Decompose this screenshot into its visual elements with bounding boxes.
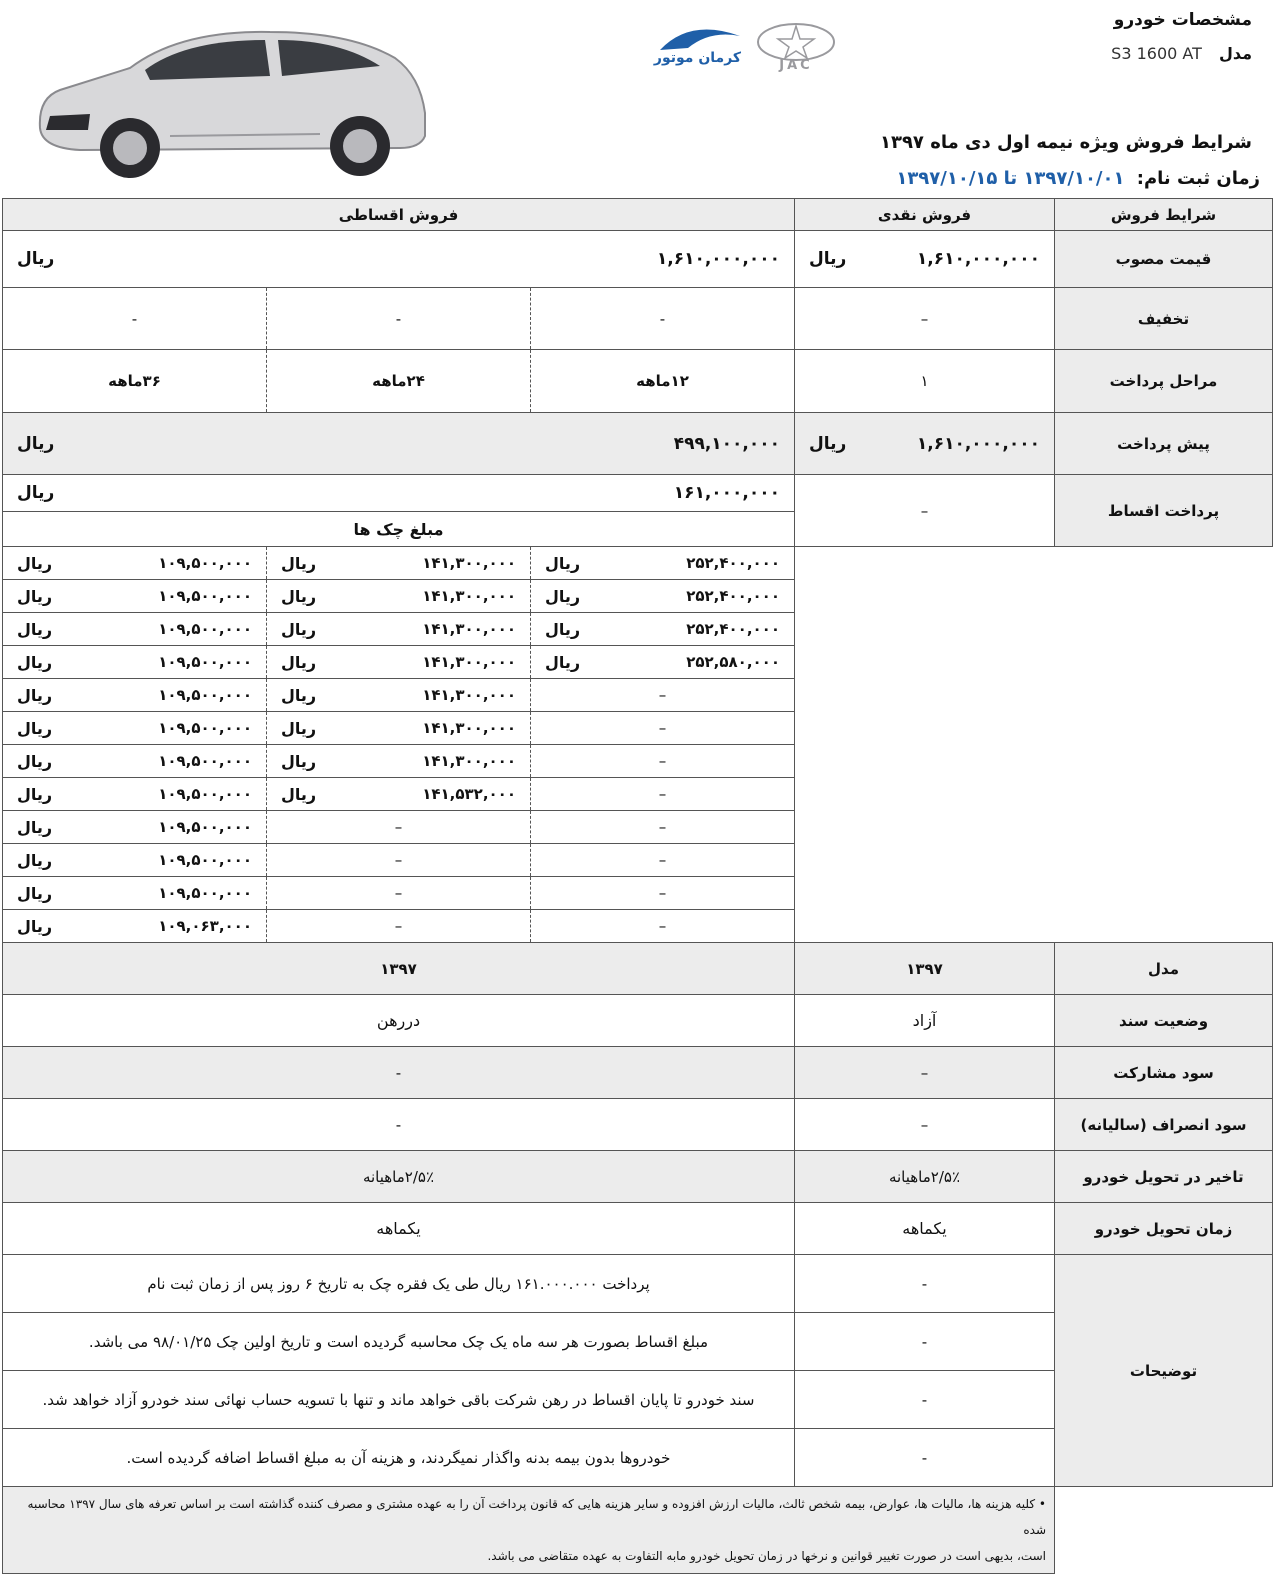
- check-36-cell: [3, 811, 267, 844]
- model-label: مدل: [1218, 44, 1252, 63]
- currency-label: ریال: [17, 751, 53, 771]
- currency-label: ریال: [17, 718, 53, 738]
- model-line: [1111, 44, 1252, 63]
- model-year-label: مدل: [1055, 943, 1273, 995]
- check-24-cell: –: [267, 811, 531, 844]
- prepayment-cash-value: ۱,۶۱۰,۰۰۰,۰۰۰: [916, 433, 1040, 454]
- check-24-cell: [267, 580, 531, 613]
- currency-label: ریال: [17, 586, 53, 606]
- footer-note: [3, 1487, 1055, 1574]
- note-2: مبلغ اقساط بصورت هر سه ماه یک چک محاسبه گردیده است و تاریخ اولین چک ۹۸/۰۱/۲۵ می باشد.: [3, 1313, 795, 1371]
- currency-label: ریال: [17, 685, 53, 705]
- currency-label: ریال: [17, 652, 53, 672]
- currency-label: ریال: [545, 619, 581, 639]
- currency-label: ریال: [545, 652, 581, 672]
- note-1-cash: -: [795, 1255, 1055, 1313]
- check-12-value: ۲۵۲,۴۰۰,۰۰۰: [686, 587, 780, 605]
- check-36-value: ۱۰۹,۵۰۰,۰۰۰: [158, 719, 252, 737]
- delivery-delay-installment: ۲/۵٪ماهیانه: [3, 1151, 795, 1203]
- currency-label: ریال: [17, 483, 55, 503]
- document-status-cash: آزاد: [795, 995, 1055, 1047]
- prepayment-label: پیش پرداخت: [1055, 413, 1273, 475]
- check-36-value: ۱۰۹,۵۰۰,۰۰۰: [158, 851, 252, 869]
- check-24-value: ۱۴۱,۵۳۲,۰۰۰: [422, 785, 516, 803]
- check-36-value: ۱۰۹,۵۰۰,۰۰۰: [158, 818, 252, 836]
- check-36-value: ۱۰۹,۵۰۰,۰۰۰: [158, 785, 252, 803]
- check-12-cell: –: [531, 910, 795, 943]
- check-36-cell: [3, 646, 267, 679]
- check-12-cell: [531, 580, 795, 613]
- check-36-cell: [3, 778, 267, 811]
- check-24-value: ۱۴۱,۳۰۰,۰۰۰: [422, 719, 516, 737]
- model-year-installment: ۱۳۹۷: [3, 943, 795, 995]
- check-row: [3, 877, 1273, 910]
- registration-label: زمان ثبت نام:: [1136, 168, 1260, 189]
- delivery-delay-cash: ۲/۵٪ماهیانه: [795, 1151, 1055, 1203]
- check-12-cell: –: [531, 877, 795, 910]
- cancellation-label: سود انصراف (سالیانه): [1055, 1099, 1273, 1151]
- check-24-cell: [267, 547, 531, 580]
- check-24-cell: [267, 613, 531, 646]
- footer-empty: [1055, 1487, 1273, 1574]
- check-12-cell: [531, 646, 795, 679]
- sale-title: شرایط فروش ویژه نیمه اول دی ماه ۱۳۹۷: [879, 132, 1252, 153]
- model-value: S3 1600 AT: [1111, 44, 1202, 63]
- note-4-cash: -: [795, 1429, 1055, 1487]
- delivery-time-installment: یکماهه: [3, 1203, 795, 1255]
- model-year-cash: ۱۳۹۷: [795, 943, 1055, 995]
- check-12-cell: –: [531, 844, 795, 877]
- currency-label: ریال: [17, 619, 53, 639]
- footer-line-2: است، بدیهی است در صورت تغییر قوانین و نرخها در زمان تحویل خودرو مابه التفاوت به عهده متقاضی می باشد.: [487, 1549, 1046, 1563]
- sales-conditions-table: [2, 198, 1273, 1574]
- checks-title: مبلغ چک ها: [3, 512, 795, 547]
- col-installment-header: فروش اقساطی: [3, 199, 795, 231]
- stage-cash: ۱: [795, 350, 1055, 413]
- footer-line-1: • کلیه هزینه ها، مالیات ها، عوارض، بیمه شخص ثالث، مالیات ارزش افزوده و سایر هزینه هایی که قانون پرداخت آن را به عهده مشتری و مصرف کننده گذاشته است بر اساس تعرفه های سال ۱۳۹۷ محاسبه شده: [27, 1497, 1046, 1537]
- prepayment-installment: [3, 413, 795, 475]
- delivery-delay-label: تاخیر در تحویل خودرو: [1055, 1151, 1273, 1203]
- check-36-cell: [3, 712, 267, 745]
- check-24-cell: [267, 778, 531, 811]
- check-36-cell: [3, 745, 267, 778]
- note-1: پرداخت ۱۶۱.۰۰۰.۰۰۰ ریال طی یک فقره چک به تاریخ ۶ روز پس از زمان ثبت نام: [3, 1255, 795, 1313]
- check-12-value: ۲۵۲,۵۸۰,۰۰۰: [686, 653, 780, 671]
- check-24-value: ۱۴۱,۳۰۰,۰۰۰: [422, 686, 516, 704]
- check-12-cell: –: [531, 811, 795, 844]
- currency-label: ریال: [809, 249, 847, 269]
- currency-label: ریال: [281, 718, 317, 738]
- check-24-cell: [267, 712, 531, 745]
- installments-cash: –: [795, 475, 1055, 547]
- first-check-value: ۱۶۱,۰۰۰,۰۰۰: [673, 483, 780, 503]
- prepayment-installment-value: ۴۹۹,۱۰۰,۰۰۰: [673, 433, 780, 454]
- col-cash-header: فروش نقدی: [795, 199, 1055, 231]
- currency-label: ریال: [281, 586, 317, 606]
- check-12-cell: [531, 613, 795, 646]
- check-36-value: ۱۰۹,۵۰۰,۰۰۰: [158, 554, 252, 572]
- currency-label: ریال: [281, 685, 317, 705]
- currency-label: ریال: [281, 619, 317, 639]
- check-24-value: ۱۴۱,۳۰۰,۰۰۰: [422, 653, 516, 671]
- registration-line: [896, 168, 1260, 189]
- document-status-installment: دررهن: [3, 995, 795, 1047]
- check-row: [3, 910, 1273, 943]
- stage-12: ۱۲ماهه: [531, 350, 795, 413]
- note-4: خودروها بدون بیمه بدنه واگذار نمیگردند، و هزینه آن به مبلغ اقساط اضافه گردیده است.: [3, 1429, 795, 1487]
- check-row: [3, 580, 1273, 613]
- approved-price-installment-value: ۱,۶۱۰,۰۰۰,۰۰۰: [656, 249, 780, 269]
- payment-stages-label: مراحل پرداخت: [1055, 350, 1273, 413]
- approved-price-label: قیمت مصوب: [1055, 231, 1273, 288]
- delivery-time-label: زمان تحویل خودرو: [1055, 1203, 1273, 1255]
- registration-value: ۱۳۹۷/۱۰/۰۱ تا ۱۳۹۷/۱۰/۱۵: [896, 168, 1125, 189]
- col-conditions-header: شرایط فروش: [1055, 199, 1273, 231]
- stage-24: ۲۴ماهه: [267, 350, 531, 413]
- check-row: [3, 844, 1273, 877]
- check-24-value: ۱۴۱,۳۰۰,۰۰۰: [422, 587, 516, 605]
- currency-label: ریال: [17, 850, 53, 870]
- check-36-cell: [3, 910, 267, 943]
- check-24-cell: [267, 646, 531, 679]
- car-image: [20, 18, 440, 178]
- currency-label: ریال: [281, 652, 317, 672]
- brand-logos: [650, 22, 840, 78]
- check-row: [3, 613, 1273, 646]
- check-24-cell: –: [267, 910, 531, 943]
- currency-label: ریال: [281, 553, 317, 573]
- check-36-value: ۱۰۹,۵۰۰,۰۰۰: [158, 686, 252, 704]
- currency-label: ریال: [281, 784, 317, 804]
- check-12-value: ۲۵۲,۴۰۰,۰۰۰: [686, 554, 780, 572]
- discount-12: -: [531, 288, 795, 350]
- cancellation-installment: -: [3, 1099, 795, 1151]
- currency-label: ریال: [545, 586, 581, 606]
- check-12-cell: –: [531, 778, 795, 811]
- currency-label: ریال: [17, 817, 53, 837]
- check-row: [3, 679, 1273, 712]
- check-24-value: ۱۴۱,۳۰۰,۰۰۰: [422, 554, 516, 572]
- discount-36: -: [3, 288, 267, 350]
- first-check: [3, 475, 795, 512]
- partnership-label: سود مشارکت: [1055, 1047, 1273, 1099]
- check-12-cell: –: [531, 712, 795, 745]
- cancellation-cash: –: [795, 1099, 1055, 1151]
- discount-24: -: [267, 288, 531, 350]
- check-row: [3, 547, 1273, 580]
- partnership-cash: –: [795, 1047, 1055, 1099]
- check-36-value: ۱۰۹,۰۶۳,۰۰۰: [158, 917, 252, 935]
- check-36-value: ۱۰۹,۵۰۰,۰۰۰: [158, 587, 252, 605]
- check-24-value: ۱۴۱,۳۰۰,۰۰۰: [422, 752, 516, 770]
- check-36-cell: [3, 877, 267, 910]
- currency-label: ریال: [17, 553, 53, 573]
- check-12-cell: [531, 547, 795, 580]
- check-36-value: ۱۰۹,۵۰۰,۰۰۰: [158, 884, 252, 902]
- check-row: [3, 778, 1273, 811]
- check-36-cell: [3, 844, 267, 877]
- check-12-cell: –: [531, 745, 795, 778]
- page-title: مشخصات خودرو: [1113, 10, 1252, 30]
- check-row: [3, 646, 1273, 679]
- check-row: [3, 811, 1273, 844]
- check-12-cell: –: [531, 679, 795, 712]
- check-36-cell: [3, 580, 267, 613]
- currency-label: ریال: [545, 553, 581, 573]
- currency-label: ریال: [17, 883, 53, 903]
- note-3: سند خودرو تا پایان اقساط در رهن شرکت باقی خواهد ماند و تنها با تسویه حساب نهائی سند خودرو آزاد خواهد شد.: [3, 1371, 795, 1429]
- check-24-value: ۱۴۱,۳۰۰,۰۰۰: [422, 620, 516, 638]
- check-36-cell: [3, 679, 267, 712]
- approved-price-cash-value: ۱,۶۱۰,۰۰۰,۰۰۰: [916, 249, 1040, 269]
- check-36-cell: [3, 613, 267, 646]
- check-12-value: ۲۵۲,۴۰۰,۰۰۰: [686, 620, 780, 638]
- prepayment-cash: [795, 413, 1055, 475]
- note-3-cash: -: [795, 1371, 1055, 1429]
- document-status-label: وضعیت سند: [1055, 995, 1273, 1047]
- currency-label: ریال: [17, 784, 53, 804]
- check-row: [3, 745, 1273, 778]
- check-36-value: ۱۰۹,۵۰۰,۰۰۰: [158, 653, 252, 671]
- installments-label: پرداخت اقساط: [1055, 475, 1273, 547]
- check-rows: [3, 547, 1273, 943]
- check-24-cell: –: [267, 877, 531, 910]
- check-24-cell: [267, 745, 531, 778]
- kerman-motor-label: کرمان موتور: [653, 50, 742, 66]
- check-row: [3, 712, 1273, 745]
- approved-price-cash: [795, 231, 1055, 288]
- note-2-cash: -: [795, 1313, 1055, 1371]
- delivery-time-cash: یکماهه: [795, 1203, 1055, 1255]
- check-36-cell: [3, 547, 267, 580]
- currency-label: ریال: [17, 433, 55, 454]
- discount-cash: –: [795, 288, 1055, 350]
- currency-label: ریال: [17, 916, 53, 936]
- currency-label: ریال: [17, 249, 55, 269]
- partnership-installment: -: [3, 1047, 795, 1099]
- jac-logo-label: JAC: [779, 58, 813, 73]
- currency-label: ریال: [281, 751, 317, 771]
- stage-36: ۳۶ماهه: [3, 350, 267, 413]
- check-36-value: ۱۰۹,۵۰۰,۰۰۰: [158, 620, 252, 638]
- check-24-cell: –: [267, 844, 531, 877]
- approved-price-installment: [3, 231, 795, 288]
- check-36-value: ۱۰۹,۵۰۰,۰۰۰: [158, 752, 252, 770]
- discount-label: تخفیف: [1055, 288, 1273, 350]
- notes-label: توضیحات: [1055, 1255, 1273, 1487]
- check-24-cell: [267, 679, 531, 712]
- currency-label: ریال: [809, 433, 847, 454]
